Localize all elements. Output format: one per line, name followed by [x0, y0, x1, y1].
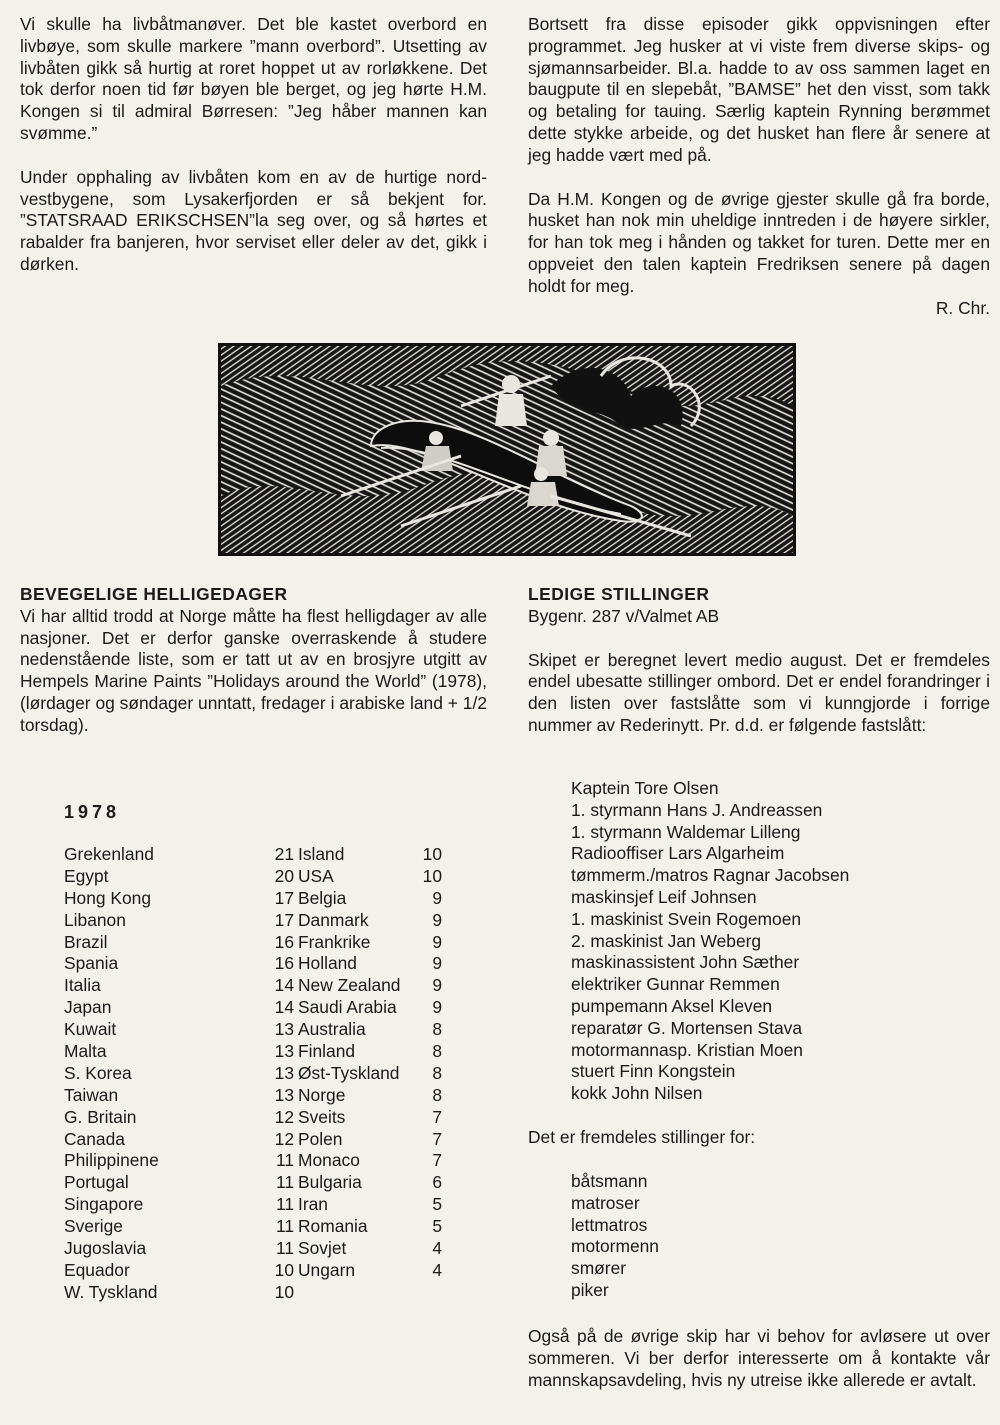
holiday-count: 13	[274, 1084, 294, 1105]
crew-member: elektriker Gunnar Remmen	[571, 974, 780, 995]
country-name: Iran	[298, 1194, 328, 1215]
country-name: Canada	[64, 1128, 125, 1149]
holiday-count: 9	[432, 953, 442, 974]
holidays-section	[20, 584, 487, 737]
country-name: Jugoslavia	[64, 1238, 147, 1259]
holiday-count: 7	[432, 1150, 442, 1171]
holiday-count: 12	[274, 1106, 294, 1127]
country-name: Sovjet	[298, 1238, 347, 1259]
table-row	[298, 866, 448, 888]
country-name: Sveits	[298, 1106, 346, 1127]
country-name: Taiwan	[64, 1084, 119, 1105]
table-row	[64, 887, 294, 910]
country-name: Danmark	[298, 909, 369, 930]
story-paragraph: Vi skulle ha livbåtmanøver. Det ble kastet overbord en livbøye, som skulle markere ”mann overbord”. Utsetting av livbåten gikk så hurtig at roret hoppet ut av rorløkkene. Det tok derfor noen tid før bøyen ble berget, og jeg hørte H.M. Kongen si til admiral Børresen: ”Jeg håber mannen kan svømme.”	[20, 14, 487, 143]
country-name: Brazil	[64, 931, 108, 952]
table-row	[298, 1129, 448, 1151]
holiday-count: 13	[274, 1041, 294, 1062]
holiday-count: 5	[432, 1216, 442, 1237]
table-row	[298, 888, 448, 910]
holiday-count: 13	[274, 1019, 294, 1040]
jobs-closing	[528, 1326, 990, 1391]
story-paragraph: Under opphaling av livbåten kom en av de hurtige nord-vestbygene, som Lysakerfjorden er så bekjent for. ”STATSRAAD ERIKSCHSEN”la seg over, og så hørtes et rabalder fra banjeren, hvor serviset eller deler av det, gikk i dørken.	[20, 166, 487, 274]
table-row	[64, 1062, 294, 1085]
country-name: Singapore	[64, 1194, 144, 1215]
holiday-count: 11	[275, 1238, 294, 1259]
holiday-count: 10	[274, 1259, 294, 1280]
country-name: Sverige	[64, 1216, 123, 1237]
table-row	[64, 1259, 294, 1282]
country-name: Philippinene	[64, 1150, 159, 1171]
holiday-count: 8	[432, 1084, 442, 1105]
crew-member: pumpemann Aksel Kleven	[571, 995, 773, 1016]
country-name: Polen	[298, 1128, 343, 1149]
country-name: Finland	[298, 1041, 356, 1062]
open-position: smører	[571, 1258, 627, 1279]
table-row	[64, 1238, 294, 1260]
table-row	[298, 1063, 448, 1085]
jobs-heading: LEDIGE STILLINGER	[528, 584, 710, 604]
holiday-count: 7	[432, 1106, 442, 1127]
crew-member: reparatør G. Mortensen Stava	[571, 1017, 803, 1038]
holiday-count: 13	[274, 1062, 294, 1083]
holiday-count: 8	[432, 1041, 442, 1062]
open-position: båtsmann	[571, 1171, 648, 1191]
holiday-count: 8	[432, 1062, 442, 1083]
table-row	[64, 975, 294, 997]
table-row	[298, 1194, 448, 1216]
jobs-intro: Skipet er beregnet levert medio august. Det er fremdeles endel ubesatte stillinger ombord. Det er endel forandringer i den listen over fastslåtte som vi kunngjorde i forrige nummer av Rederinytt. Pr. d.d. er følgende fastslått:	[528, 649, 990, 735]
table-row	[298, 975, 448, 997]
holiday-count: 11	[275, 1194, 294, 1215]
jobs-section	[528, 584, 990, 737]
table-row	[64, 1128, 294, 1151]
country-name: Saudi Arabia	[298, 997, 397, 1018]
holiday-count: 9	[432, 909, 442, 930]
crew-member: stuert Finn Kongstein	[571, 1061, 736, 1082]
holiday-count: 14	[274, 975, 294, 996]
table-row	[298, 1172, 448, 1194]
holiday-count: 12	[274, 1128, 294, 1149]
table-row	[298, 1216, 448, 1238]
holiday-count: 10	[274, 1281, 294, 1302]
country-name: Island	[298, 844, 345, 864]
table-row	[298, 1041, 448, 1063]
country-name: Portugal	[64, 1172, 129, 1193]
story-paragraph: Da H.M. Kongen og de øvrige gjester skulle gå fra borde, husket han nok min uheldige inntreden i de høyere sirkler, for han tok meg i hånden og takket for turen. Dette mer en oppveiet den talen kaptein Fredriksen senere på dagen holdt for meg.	[528, 188, 990, 296]
holiday-count: 10	[422, 844, 442, 864]
open-positions-intro	[528, 1127, 990, 1149]
country-name: Egypt	[64, 865, 109, 886]
open-position: motormenn	[571, 1236, 659, 1257]
holidays-intro: Vi har alltid trodd at Norge måtte ha flest helligdager av alle nasjoner. Det er derfor ganske overraskende å studere nedenstående liste, som er tatt ut av en brosjyre utgitt av Hempels Marine Paints ”Holidays around the World” (1978), (lørdager og søndager unntatt, fredager i arabiske land + 1/2 torsdag).	[20, 605, 487, 735]
table-row	[64, 1084, 294, 1107]
table-row	[298, 844, 448, 866]
country-name: Belgia	[298, 887, 347, 908]
table-row	[298, 1107, 448, 1129]
holiday-count: 17	[274, 909, 294, 930]
crew-member: maskinassistent John Sæther	[571, 952, 800, 973]
country-name: Spania	[64, 953, 119, 974]
holidays-heading: BEVEGELIGE HELLIGEDAGER	[20, 584, 288, 604]
holiday-count: 5	[432, 1194, 442, 1215]
crew-member: kokk John Nilsen	[571, 1083, 703, 1104]
table-row	[64, 997, 294, 1019]
table-row	[298, 910, 448, 932]
country-name: Norge	[298, 1084, 346, 1105]
holiday-count: 20	[274, 865, 294, 886]
rowboat-woodcut-drawing	[221, 346, 793, 553]
holiday-count: 14	[274, 997, 294, 1018]
country-name: Malta	[64, 1041, 107, 1062]
country-name: Hong Kong	[64, 887, 152, 908]
country-name: Frankrike	[298, 931, 371, 952]
country-name: Japan	[64, 997, 112, 1018]
jobs-subheading: Bygenr. 287 v/Valmet AB	[528, 605, 720, 626]
country-name: S. Korea	[64, 1062, 132, 1083]
table-row	[64, 953, 294, 975]
table-row	[298, 1085, 448, 1107]
country-name: USA	[298, 865, 334, 886]
holiday-count: 16	[274, 931, 294, 952]
holiday-count: 11	[275, 1150, 294, 1171]
country-name: Australia	[298, 1019, 366, 1040]
open-positions-label: Det er fremdeles stillinger for:	[528, 1127, 756, 1147]
country-name: Ungarn	[298, 1259, 356, 1280]
country-name: Grekenland	[64, 844, 154, 864]
country-name: Equador	[64, 1259, 130, 1280]
country-name: Libanon	[64, 909, 126, 930]
table-row	[64, 1106, 294, 1129]
crew-member: 2. maskinist Jan Weberg	[571, 930, 762, 951]
holiday-count: 17	[274, 887, 294, 908]
country-name: Italia	[64, 975, 101, 996]
table-row	[298, 997, 448, 1019]
open-position: piker	[571, 1279, 609, 1300]
open-position: lettmatros	[571, 1214, 648, 1235]
story-left-column	[20, 14, 487, 276]
country-name: Monaco	[298, 1150, 360, 1171]
table-row	[64, 1019, 294, 1041]
holiday-count: 9	[432, 975, 442, 996]
holiday-count: 4	[432, 1259, 442, 1280]
crew-member: maskinsjef Leif Johnsen	[571, 886, 757, 907]
open-positions-list	[571, 1171, 659, 1302]
table-row	[64, 844, 294, 866]
country-name: Bulgaria	[298, 1172, 362, 1193]
open-position: matroser	[571, 1192, 640, 1213]
country-name: G. Britain	[64, 1106, 137, 1127]
holiday-count: 9	[432, 997, 442, 1018]
country-name: Romania	[298, 1216, 368, 1237]
country-name: W. Tyskland	[64, 1281, 158, 1302]
holiday-count: 6	[432, 1172, 442, 1193]
holiday-count: 16	[274, 953, 294, 974]
crew-member: Kaptein Tore Olsen	[571, 778, 719, 798]
story-paragraph: Bortsett fra disse episoder gikk oppvisningen efter programmet. Jeg husker at vi viste frem diverse skips- og sjømannsarbeider. Bl.a. hadde to av oss sammen laget en baugpute til en slepebåt, ”BAMSE” het den visst, som takk og betaling for tauing. Særlig kaptein Rynning berømmet dette stykke arbeide, og det husket han flere år senere at jeg hadde vært med på.	[528, 14, 990, 165]
table-row	[64, 865, 294, 888]
holiday-count: 4	[432, 1238, 442, 1259]
country-name: Kuwait	[64, 1019, 117, 1040]
table-row	[64, 931, 294, 954]
table-row	[298, 1238, 448, 1260]
table-row	[298, 953, 448, 975]
holiday-count: 10	[422, 865, 442, 886]
crew-member: Radiooffiser Lars Algarheim	[571, 843, 785, 864]
table-row	[298, 1260, 448, 1282]
table-row	[64, 1194, 294, 1216]
crew-member: 1. styrmann Waldemar Lilleng	[571, 821, 801, 842]
country-name: Øst-Tyskland	[298, 1062, 400, 1083]
holidays-year: 1978	[64, 802, 121, 822]
crew-member: motormannasp. Kristian Moen	[571, 1039, 803, 1060]
holiday-count: 7	[432, 1128, 442, 1149]
table-row	[64, 1150, 294, 1172]
holiday-count: 11	[275, 1172, 294, 1193]
crew-member: 1. styrmann Hans J. Andreassen	[571, 799, 823, 820]
country-name: New Zealand	[298, 975, 401, 996]
table-row	[298, 1150, 448, 1172]
holiday-count: 9	[432, 931, 442, 952]
holiday-count: 8	[432, 1019, 442, 1040]
table-row	[64, 909, 294, 932]
author-signature: R. Chr.	[935, 297, 990, 318]
jobs-closing-paragraph: Også på de øvrige skip har vi behov for avløsere ut over sommeren. Vi ber derfor interesserte om å kontakte vår mannskapsavdeling, hvis ny utreise ikke allerede er avtalt.	[528, 1326, 990, 1390]
rowboat-woodcut-illustration	[218, 343, 796, 556]
table-row	[64, 1172, 294, 1194]
table-row	[298, 1019, 448, 1041]
holiday-count: 21	[274, 844, 294, 864]
table-row	[64, 1281, 294, 1304]
table-row	[64, 1216, 294, 1238]
table-row	[64, 1041, 294, 1063]
crew-member: 1. maskinist Svein Rogemoen	[571, 908, 802, 929]
country-name: Holland	[298, 953, 357, 974]
holidays-table-column-1	[64, 844, 294, 1304]
table-row	[298, 932, 448, 954]
holidays-table-column-2	[298, 844, 448, 1282]
crew-member: tømmerm./matros Ragnar Jacobsen	[571, 865, 850, 886]
holiday-count: 9	[432, 887, 442, 908]
holiday-count: 11	[275, 1216, 294, 1237]
crew-list	[571, 778, 849, 1105]
story-right-column	[528, 14, 990, 319]
